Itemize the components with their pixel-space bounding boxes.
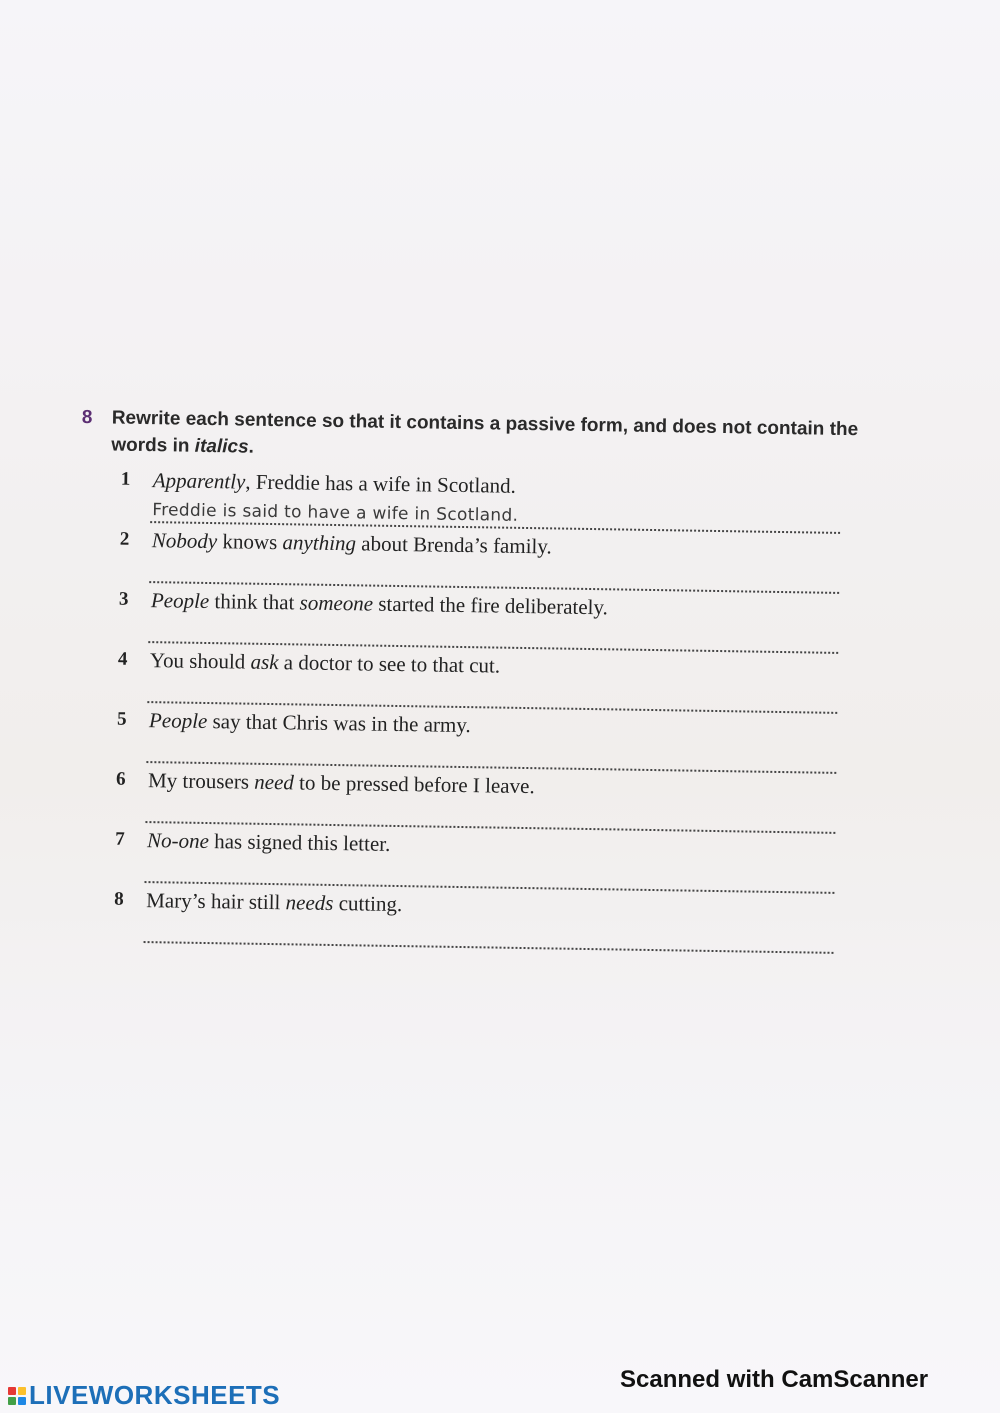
italic-word: anything — [282, 530, 357, 556]
logo-square — [18, 1397, 26, 1405]
sentence-text: a doctor to see to that cut. — [278, 650, 501, 678]
sentence-text: Mary’s hair still — [146, 888, 286, 915]
liveworksheets-logo-icon — [8, 1387, 26, 1405]
item-sentence — [152, 527, 552, 559]
answer-text — [144, 940, 146, 941]
italic-word: Nobody — [151, 528, 218, 554]
item-sentence — [150, 647, 501, 678]
italic-word: People — [148, 708, 208, 734]
italic-word: Apparently — [152, 468, 246, 494]
item-number: 3 — [118, 588, 129, 610]
item-number: 1 — [120, 468, 131, 490]
answer-text: Freddie is said to have a wife in Scotland. — [152, 500, 519, 526]
item-number: 5 — [116, 708, 127, 730]
logo-square — [8, 1387, 16, 1395]
italic-word: People — [150, 588, 210, 614]
sentence-text: think that — [209, 589, 300, 615]
item-number: 7 — [115, 828, 125, 850]
item-number: 2 — [119, 528, 130, 550]
sentence-text: cutting. — [333, 891, 403, 917]
answer-line[interactable] — [144, 917, 834, 954]
sentence-text: about Brenda’s family. — [355, 531, 552, 559]
item-number: 8 — [114, 888, 124, 910]
logo-text: LIVEWORKSHEETS — [29, 1380, 281, 1410]
exercise-8 — [73, 404, 921, 959]
sentence-text: , Freddie has a wife in Scotland. — [245, 469, 517, 498]
logo-square — [8, 1397, 16, 1405]
italic-word: No-one — [146, 828, 210, 854]
sentence-text: say that Chris was in the army. — [207, 709, 471, 738]
answer-text — [148, 640, 150, 641]
item-sentence — [148, 767, 535, 799]
answer-text — [149, 580, 151, 581]
item-number: 4 — [117, 648, 128, 670]
item-sentence — [146, 887, 402, 917]
item-sentence — [149, 707, 471, 738]
italic-word: someone — [299, 590, 374, 616]
answer-text — [145, 820, 147, 821]
sentence-text: knows — [217, 529, 283, 555]
exercise-item — [113, 887, 914, 960]
exercise-header — [81, 404, 922, 471]
answer-text — [147, 700, 149, 701]
item-sentence — [153, 467, 517, 499]
italic-word: needs — [285, 890, 334, 916]
logo-square — [18, 1387, 26, 1395]
sentence-text: started the fire deliberately. — [372, 591, 609, 620]
liveworksheets-logo — [8, 1380, 280, 1411]
italic-word: ask — [250, 649, 279, 675]
instruction-italic-word: italics — [194, 435, 249, 458]
answer-text — [146, 760, 148, 761]
exercise-instruction — [111, 404, 912, 471]
exercise-number: 8 — [81, 406, 93, 429]
sentence-text: to be pressed before I leave. — [293, 770, 535, 799]
item-number: 6 — [115, 768, 126, 790]
italic-word: need — [254, 769, 295, 795]
instruction-end: . — [248, 436, 255, 458]
camscanner-watermark: Scanned with CamScanner — [620, 1366, 929, 1393]
item-sentence — [147, 827, 391, 857]
sentence-text: You should — [149, 648, 251, 674]
answer-text — [145, 880, 147, 881]
sentence-text: My trousers — [147, 768, 255, 794]
exercise-items-list — [113, 467, 920, 960]
sentence-text: has signed this letter. — [208, 829, 391, 856]
instruction-text: Rewrite each sentence so that it contains a passive form, and does not contain the words in — [111, 407, 859, 457]
